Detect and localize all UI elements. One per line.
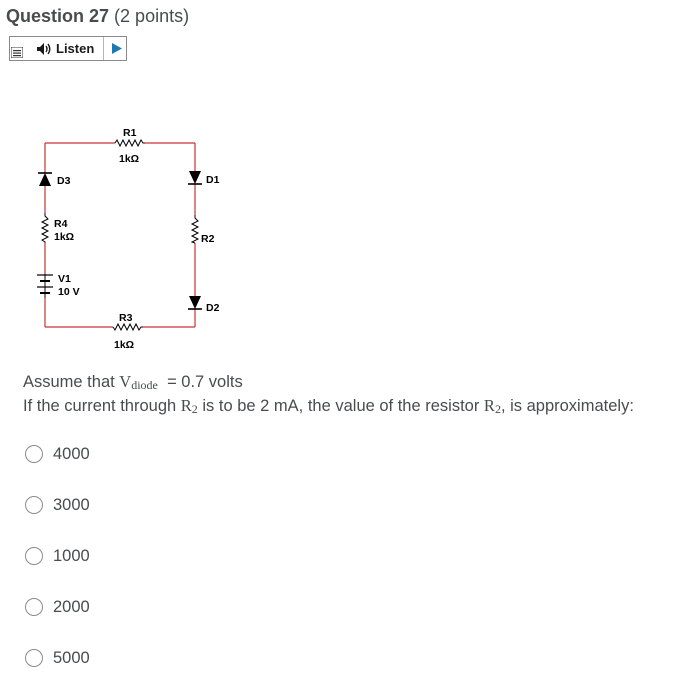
radio-button[interactable] [25,649,43,667]
d2-label: D2 [206,302,220,314]
resistor-r3 [113,324,143,330]
listen-widget[interactable] [9,36,127,61]
resistor-r4 [42,213,48,243]
r1-name: R1 [123,127,137,139]
circuit-diagram [25,115,225,360]
answer-choice[interactable] [25,442,90,466]
diode-d1 [188,171,202,184]
question-title [6,6,189,27]
r1-value: 1kΩ [119,153,140,165]
r4-value: 1kΩ [54,231,75,243]
radio-button[interactable] [25,598,43,616]
choice-label[interactable]: 4000 [53,444,90,463]
diode-d3 [38,173,52,186]
current-prefix: If the current through [23,397,181,415]
d3-label: D3 [57,175,71,187]
radio-button[interactable] [25,445,43,463]
listen-label[interactable]: Listen [56,41,95,56]
diode-d2 [188,296,202,309]
v1-name: V1 [58,273,71,285]
answer-choice[interactable] [25,595,90,619]
resistor-r1 [115,140,145,146]
v1-value: 10 V [58,286,80,298]
menu-icon[interactable] [11,47,23,58]
current-middle: is to be 2 mA, the value of the resistor [197,397,484,415]
current-suffix: , is approximately: [500,397,634,415]
answer-choice[interactable] [25,544,90,568]
question-points: (2 points) [114,6,190,26]
r3-name: R3 [119,312,133,324]
r2-symbol-first: R [180,396,192,415]
d1-label: D1 [206,174,220,186]
r2-subscript-first: 2 [191,402,198,416]
question-number: Question 27 [6,6,110,26]
play-icon[interactable] [111,42,123,55]
resistor-r2 [192,215,198,243]
v-subscript: diode [131,378,158,392]
listen-divider [103,37,104,60]
speaker-icon [36,42,52,56]
answer-choice[interactable] [25,493,90,517]
stem-assumption [23,370,243,395]
battery-v1 [37,274,53,298]
stem-question [23,394,634,419]
choice-label[interactable]: 2000 [53,597,90,616]
r2-subscript-second: 2 [494,402,501,416]
choice-label[interactable]: 5000 [53,648,90,667]
radio-button[interactable] [25,547,43,565]
radio-button[interactable] [25,496,43,514]
answer-choice[interactable] [25,646,90,670]
r2-name: R2 [201,233,215,245]
assume-value: = 0.7 volts [167,373,243,391]
r2-symbol-second: R [483,396,495,415]
choice-label[interactable]: 3000 [53,495,90,514]
choice-label[interactable]: 1000 [53,546,90,565]
assume-prefix: Assume that [23,373,120,391]
r3-value: 1kΩ [114,339,135,351]
v-symbol: V [119,372,132,391]
r4-name: R4 [54,218,68,230]
